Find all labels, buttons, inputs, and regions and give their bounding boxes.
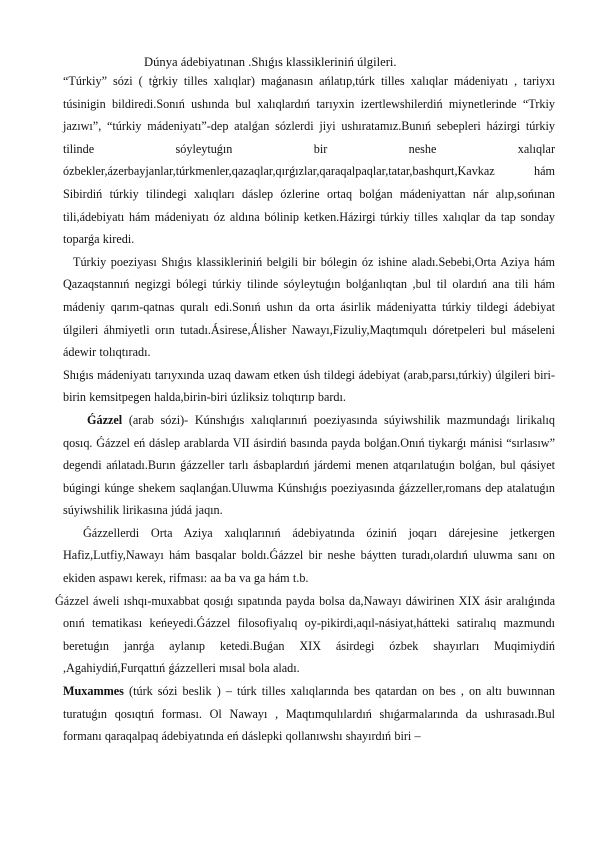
paragraph-gazzel-themes bbox=[55, 590, 555, 680]
term-gazzel: Ǵázzel bbox=[87, 412, 123, 427]
page-title: Dúnya ádebiyatınan .Shıǵıs klassikleriniń úlgileri. bbox=[144, 55, 397, 69]
paragraph-three-languages bbox=[63, 364, 555, 409]
paragraph-text: Ǵázzel áweli ıshqı-muxabbat qosıǵı sıpatında payda bolsa da,Nawayı dáwirinen XIX ásir aralıǵında onıń tematikası keńeyedi.Ǵázzel filosofiyalıq oy-pikirdi,aqıl-násiyat,hátteki satiralıq mazmundı beretuǵın janrǵa aylanıp ketedi.Buǵan XIX ásirdegi ózbek shayırları Muqimiydiń ,Agahiydiń,Furqattıń ǵázzelleri mısal bola aladı. bbox=[55, 593, 555, 676]
paragraph-gazzel-definition bbox=[63, 409, 555, 522]
paragraph-text: (túrk sózi beslik ) – túrk tilles xalıqlarında bes qatardan on bes , on altı buwınnan turatuǵın qosıqtıń forması. Ol Nawayı , Maqtımqulılardıń shıǵarmalarında da ushırasadı.Bul formanı qaraqalpaq ádebiyatında eń dáslepki qollanıwshı shayırdıń biri – bbox=[63, 684, 555, 744]
term-muxammes: Muxammes bbox=[63, 684, 124, 699]
document-body bbox=[55, 70, 555, 748]
paragraph-text: (arab sózi)- Kúnshıǵıs xalıqlarınıń poeziyasında súyiwshilik mazmundaǵı lirikalıq qosıq. Ǵázzel eń dáslep arablarda VII ásirdiń basında payda bolǵan.Onıń tiykarǵı mánisi “sırlasıw” degendi ańlatadı.Burın ǵázzeller tarlı ásbaplardıń járdemi menen atqarılatuǵın bolǵan, bul qásiyet búgingi kúnge shekem saqlanǵan.Uluwma Kúnshıǵıs poeziyasında ǵázzeller,romans dep atalatuǵın súyiwshilik lirikasına júdá jaqın. bbox=[63, 412, 555, 518]
paragraph-text: Ǵázzellerdi Orta Aziya xalıqlarınıń ádebiyatında óziniń joqarı dárejesine jetkergen Hafiz,Lutfiy,Nawayı hám basqalar boldı.Ǵázzel bir neshe báytten turadı,olardıń uluwma sanı on ekiden aspawı kerek, rifması: aa ba va ga hám t.b. bbox=[63, 525, 555, 586]
paragraph-muxammes-definition bbox=[63, 680, 555, 748]
paragraph-turkiy-poetry bbox=[63, 251, 555, 364]
paragraph-gazzel-poets bbox=[63, 522, 555, 590]
paragraph-text: Túrkiy poeziyası Shıǵıs klassikleriniń belgili bir bólegin óz ishine aladı.Sebebi,Orta Aziya hám Qazaqstannıń negizgi bólegi túrkiy tilinde sóyleytuǵın bolǵanlıqtan ,bul til olardıń ana tili hám mádeniy qarım-qatnas quralı edi.Sonıń ushın da orta ásirlik mádeniyatta túrkiy tildegi ádebiyat úlgileri áhmiyetli orın tutadı.Ásirese,Álisher Nawayı,Fizuliy,Maqtımqulı dóretpeleri bul máseleni ádewir tolıqtıradı. bbox=[63, 254, 555, 360]
paragraph-turkiy-term bbox=[63, 70, 555, 251]
paragraph-text: Shıǵıs mádeniyatı tarıyxında uzaq dawam etken úsh tildegi ádebiyat (arab,parsı,túrkiy) úlgileri biri-birin kemsitpegen halda,birin-biri úzliksiz tolıqtırıp bardı. bbox=[63, 367, 555, 405]
paragraph-text: “Túrkiy” sózi ( tģrkiy tilles xalıqlar) maǵanasın ańlatıp,túrk tilles xalıqlar mádeniyatı , tariyxı túsinigin bildiredi.Sonıń ushında bul xalıqlardıń tarıyxin izertlewshilerdiń miynetlerinde “Trkiy jazıwı”, “túrkiy mádeniyatı”-dep atalǵan sózlerdi jiyi ushıratamız.Bunıń sebepleri házirgi túrkiy tilinde sóyleytuǵın bir neshe xalıqlar ózbekler,ázerbayjanlar,túrkmenler,qazaqlar,qırǵızlar,qaraqalpaqlar,tatar,bashqurt,Kavkaz hám Sibirdiń túrkiy tilindegi xalıqları dáslep ózlerine ortaq bolǵan mádeniyattan nár alıp,sońınan tili,ádebiyatı hám mádeniyatı óz aldına bólinip ketken.Házirgi túrkiy tilles xalıqlar da tap sonday toparǵa kiredi. bbox=[63, 74, 555, 247]
